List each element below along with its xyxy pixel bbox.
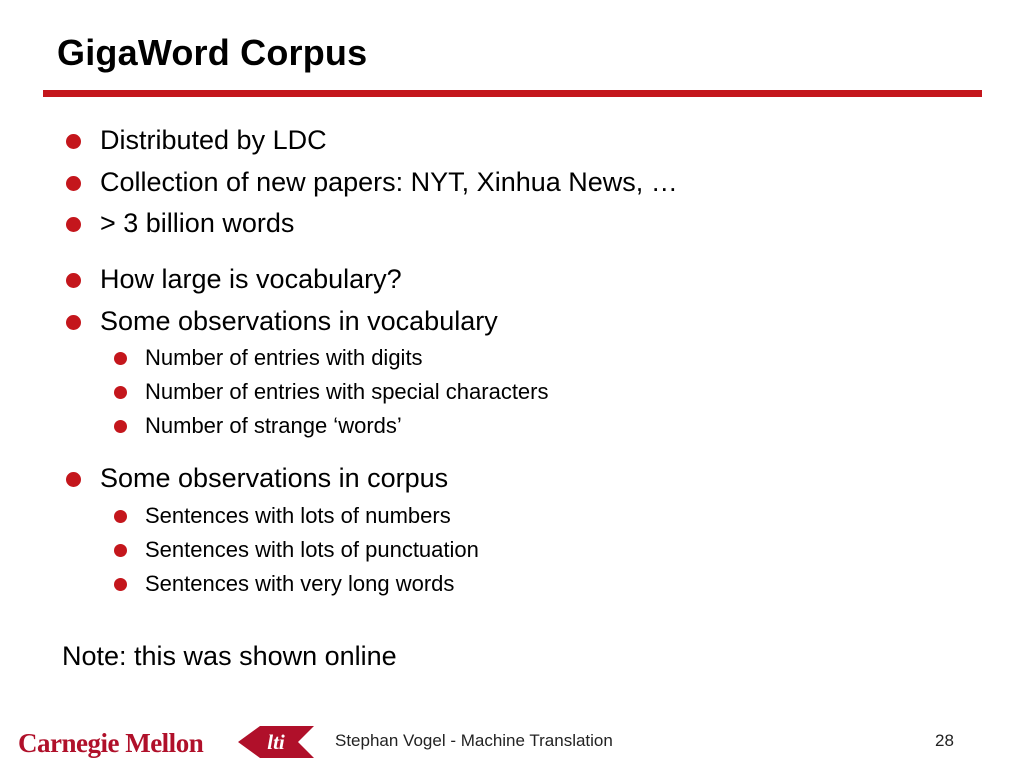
slide-note: Note: this was shown online: [62, 641, 397, 671]
lti-logo-icon: [236, 722, 316, 762]
slide-title: GigaWord Corpus: [57, 32, 368, 73]
bullet-dot-icon: [114, 544, 127, 557]
bullet-dot-icon: [66, 176, 81, 191]
bullet-text: Distributed by LDC: [100, 125, 327, 155]
bullet-text: Number of entries with digits: [145, 345, 423, 370]
sub-bullet-item: [145, 413, 402, 439]
sub-bullet-item: [145, 345, 423, 371]
bullet-dot-icon: [66, 472, 81, 487]
bullet-item: [100, 167, 678, 198]
sub-bullet-item: [145, 503, 451, 529]
bullet-text: Sentences with very long words: [145, 571, 455, 596]
page-number: 28: [935, 731, 954, 750]
bullet-item: [100, 463, 448, 494]
bullet-dot-icon: [114, 510, 127, 523]
bullet-text: Some observations in vocabulary: [100, 306, 498, 336]
bullet-text: Some observations in corpus: [100, 463, 449, 493]
sub-bullet-item: [145, 379, 549, 405]
bullet-dot-icon: [114, 420, 127, 433]
lti-logo-text: lti: [267, 730, 285, 754]
bullet-dot-icon: [66, 134, 81, 149]
bullet-item: [100, 264, 402, 295]
bullet-item: [100, 306, 498, 337]
bullet-dot-icon: [114, 386, 127, 399]
bullet-text: Number of entries with special characters: [145, 379, 549, 404]
bullet-text: Sentences with lots of numbers: [145, 503, 451, 528]
footer-caption: Stephan Vogel - Machine Translation: [335, 731, 613, 750]
bullet-text: How large is vocabulary?: [100, 264, 402, 294]
bullet-dot-icon: [114, 352, 127, 365]
bullet-dot-icon: [66, 315, 81, 330]
bullet-text: > 3 billion words: [100, 208, 295, 238]
bullet-item: [100, 125, 327, 156]
bullet-dot-icon: [114, 578, 127, 591]
bullet-text: Number of strange ‘words’: [145, 413, 402, 438]
cmu-wordmark: Carnegie Mellon: [18, 728, 204, 758]
sub-bullet-item: [145, 537, 479, 563]
sub-bullet-item: [145, 571, 454, 597]
bullet-text: Collection of new papers: NYT, Xinhua News, …: [100, 167, 678, 197]
bullet-text: Sentences with lots of punctuation: [145, 537, 479, 562]
bullet-dot-icon: [66, 217, 81, 232]
bullet-item: [100, 208, 294, 239]
bullet-dot-icon: [66, 273, 81, 288]
